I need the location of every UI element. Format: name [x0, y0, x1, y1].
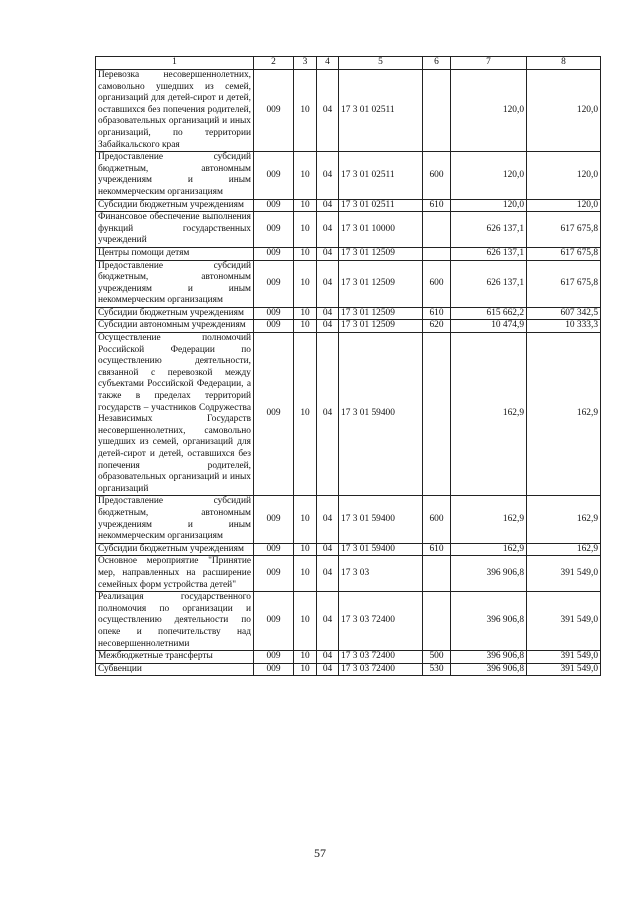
row-amount-year1: 120,0: [451, 70, 527, 152]
row-section: 10: [294, 663, 317, 676]
row-name: Осуществление полномочий Российской Федерации по осуществлению деятельности, связанной с перевозкой между субъектами Российской Федерации, а также в пределах территорий государств – участников Содружества Независимых Государств несовершеннолетних, самовольно ушедших из семей, организаций для детей-сирот и детей, оставшихся без попечения родителей, образовательных организаций и иных организаций: [96, 333, 254, 496]
row-subsection: 04: [317, 543, 339, 556]
row-admin-code: 009: [254, 333, 294, 496]
row-amount-year2: 162,9: [527, 333, 601, 496]
row-subsection: 04: [317, 70, 339, 152]
row-subsection: 04: [317, 496, 339, 543]
row-name: Реализация государственного полномочия по организации и осуществлению деятельности по опеке и попечительству над несовершеннолетними: [96, 592, 254, 651]
row-target-code: 17 3 01 59400: [339, 333, 423, 496]
table-row: [96, 307, 601, 320]
row-section: 10: [294, 212, 317, 248]
table-row: [96, 333, 601, 496]
row-amount-year1: 626 137,1: [451, 212, 527, 248]
page-number: 57: [314, 846, 326, 860]
row-name: Перевозка несовершеннолетних, самовольно ушедших из семей, организаций для детей-сирот и детей, оставшихся без попечения родителей, образовательных организаций и иных организаций, по территории Забайкальского края: [96, 70, 254, 152]
row-target-code: 17 3 01 12509: [339, 260, 423, 307]
row-amount-year2: 162,9: [527, 496, 601, 543]
row-amount-year2: 120,0: [527, 152, 601, 199]
row-expense-type: [423, 247, 451, 260]
row-expense-type: [423, 212, 451, 248]
header-col-6: 6: [423, 57, 451, 70]
row-subsection: 04: [317, 592, 339, 651]
row-name: Субсидии автономным учреждениям: [96, 320, 254, 333]
row-expense-type: 600: [423, 152, 451, 199]
row-amount-year1: 162,9: [451, 543, 527, 556]
row-expense-type: 500: [423, 651, 451, 664]
row-subsection: 04: [317, 556, 339, 592]
row-amount-year2: 120,0: [527, 70, 601, 152]
row-amount-year1: 626 137,1: [451, 260, 527, 307]
row-target-code: 17 3 03: [339, 556, 423, 592]
row-target-code: 17 3 01 12509: [339, 320, 423, 333]
row-section: 10: [294, 651, 317, 664]
header-col-4: 4: [317, 57, 339, 70]
row-subsection: 04: [317, 651, 339, 664]
row-amount-year2: 391 549,0: [527, 592, 601, 651]
row-subsection: 04: [317, 212, 339, 248]
row-amount-year2: 391 549,0: [527, 651, 601, 664]
row-target-code: 17 3 01 12509: [339, 307, 423, 320]
row-name: Субвенции: [96, 663, 254, 676]
row-expense-type: 530: [423, 663, 451, 676]
table-row: [96, 496, 601, 543]
row-admin-code: 009: [254, 260, 294, 307]
row-subsection: 04: [317, 320, 339, 333]
row-name: Предоставление субсидий бюджетным, автономным учреждениям и иным некоммерческим организациям: [96, 260, 254, 307]
row-admin-code: 009: [254, 247, 294, 260]
row-target-code: 17 3 03 72400: [339, 592, 423, 651]
row-section: 10: [294, 260, 317, 307]
row-amount-year2: 10 333,3: [527, 320, 601, 333]
row-admin-code: 009: [254, 307, 294, 320]
row-amount-year2: 607 342,5: [527, 307, 601, 320]
row-amount-year1: 615 662,2: [451, 307, 527, 320]
row-expense-type: [423, 70, 451, 152]
row-amount-year2: 617 675,8: [527, 247, 601, 260]
row-target-code: 17 3 01 59400: [339, 496, 423, 543]
row-name: Межбюджетные трансферты: [96, 651, 254, 664]
row-name: Субсидии бюджетным учреждениям: [96, 307, 254, 320]
row-amount-year1: 396 906,8: [451, 556, 527, 592]
row-amount-year2: 391 549,0: [527, 663, 601, 676]
row-expense-type: 610: [423, 307, 451, 320]
row-admin-code: 009: [254, 212, 294, 248]
table-row: [96, 592, 601, 651]
row-name: Финансовое обеспечение выполнения функций государственных учреждений: [96, 212, 254, 248]
row-expense-type: [423, 556, 451, 592]
header-col-3: 3: [294, 57, 317, 70]
row-amount-year2: 617 675,8: [527, 260, 601, 307]
budget-table: [95, 56, 601, 676]
table-row: [96, 247, 601, 260]
row-amount-year1: 10 474,9: [451, 320, 527, 333]
table-row: [96, 556, 601, 592]
row-amount-year1: 396 906,8: [451, 651, 527, 664]
row-target-code: 17 3 01 59400: [339, 543, 423, 556]
row-section: 10: [294, 199, 317, 212]
row-target-code: 17 3 01 12509: [339, 247, 423, 260]
table-row: [96, 212, 601, 248]
row-admin-code: 009: [254, 663, 294, 676]
row-name: Субсидии бюджетным учреждениям: [96, 199, 254, 212]
row-amount-year1: 120,0: [451, 199, 527, 212]
row-expense-type: 610: [423, 543, 451, 556]
row-amount-year1: 626 137,1: [451, 247, 527, 260]
row-amount-year1: 396 906,8: [451, 663, 527, 676]
header-col-2: 2: [254, 57, 294, 70]
row-target-code: 17 3 01 02511: [339, 152, 423, 199]
header-col-7: 7: [451, 57, 527, 70]
row-subsection: 04: [317, 199, 339, 212]
row-name: Субсидии бюджетным учреждениям: [96, 543, 254, 556]
row-section: 10: [294, 247, 317, 260]
row-admin-code: 009: [254, 152, 294, 199]
table-body: [96, 70, 601, 676]
table-row: [96, 543, 601, 556]
row-target-code: 17 3 01 02511: [339, 199, 423, 212]
row-subsection: 04: [317, 333, 339, 496]
row-amount-year2: 391 549,0: [527, 556, 601, 592]
row-amount-year2: 617 675,8: [527, 212, 601, 248]
row-admin-code: 009: [254, 496, 294, 543]
row-name: Предоставление субсидий бюджетным, автономным учреждениям и иным некоммерческим организациям: [96, 152, 254, 199]
table-row: [96, 70, 601, 152]
row-admin-code: 009: [254, 70, 294, 152]
row-section: 10: [294, 543, 317, 556]
row-name: Центры помощи детям: [96, 247, 254, 260]
row-expense-type: 620: [423, 320, 451, 333]
row-target-code: 17 3 03 72400: [339, 651, 423, 664]
row-expense-type: [423, 592, 451, 651]
row-subsection: 04: [317, 247, 339, 260]
row-section: 10: [294, 307, 317, 320]
row-name: Предоставление субсидий бюджетным, автономным учреждениям и иным некоммерческим организациям: [96, 496, 254, 543]
row-section: 10: [294, 556, 317, 592]
row-target-code: 17 3 01 10000: [339, 212, 423, 248]
row-amount-year1: 396 906,8: [451, 592, 527, 651]
header-row: [96, 57, 601, 70]
row-admin-code: 009: [254, 592, 294, 651]
row-target-code: 17 3 01 02511: [339, 70, 423, 152]
table-row: [96, 260, 601, 307]
row-section: 10: [294, 320, 317, 333]
row-section: 10: [294, 496, 317, 543]
header-col-5: 5: [339, 57, 423, 70]
row-admin-code: 009: [254, 651, 294, 664]
row-section: 10: [294, 70, 317, 152]
row-amount-year1: 120,0: [451, 152, 527, 199]
row-subsection: 04: [317, 152, 339, 199]
row-amount-year1: 162,9: [451, 496, 527, 543]
row-amount-year1: 162,9: [451, 333, 527, 496]
row-admin-code: 009: [254, 320, 294, 333]
row-expense-type: [423, 333, 451, 496]
row-section: 10: [294, 333, 317, 496]
row-section: 10: [294, 592, 317, 651]
header-col-1: 1: [96, 57, 254, 70]
table-row: [96, 152, 601, 199]
row-section: 10: [294, 152, 317, 199]
table-row: [96, 663, 601, 676]
table-row: [96, 199, 601, 212]
row-subsection: 04: [317, 260, 339, 307]
row-admin-code: 009: [254, 199, 294, 212]
row-amount-year2: 120,0: [527, 199, 601, 212]
table-row: [96, 320, 601, 333]
row-amount-year2: 162,9: [527, 543, 601, 556]
row-subsection: 04: [317, 307, 339, 320]
row-target-code: 17 3 03 72400: [339, 663, 423, 676]
row-admin-code: 009: [254, 556, 294, 592]
row-admin-code: 009: [254, 543, 294, 556]
row-expense-type: 600: [423, 496, 451, 543]
row-expense-type: 610: [423, 199, 451, 212]
row-subsection: 04: [317, 663, 339, 676]
row-expense-type: 600: [423, 260, 451, 307]
header-col-8: 8: [527, 57, 601, 70]
table-row: [96, 651, 601, 664]
row-name: Основное мероприятие "Принятие мер, направленных на расширение семейных форм устройства детей": [96, 556, 254, 592]
